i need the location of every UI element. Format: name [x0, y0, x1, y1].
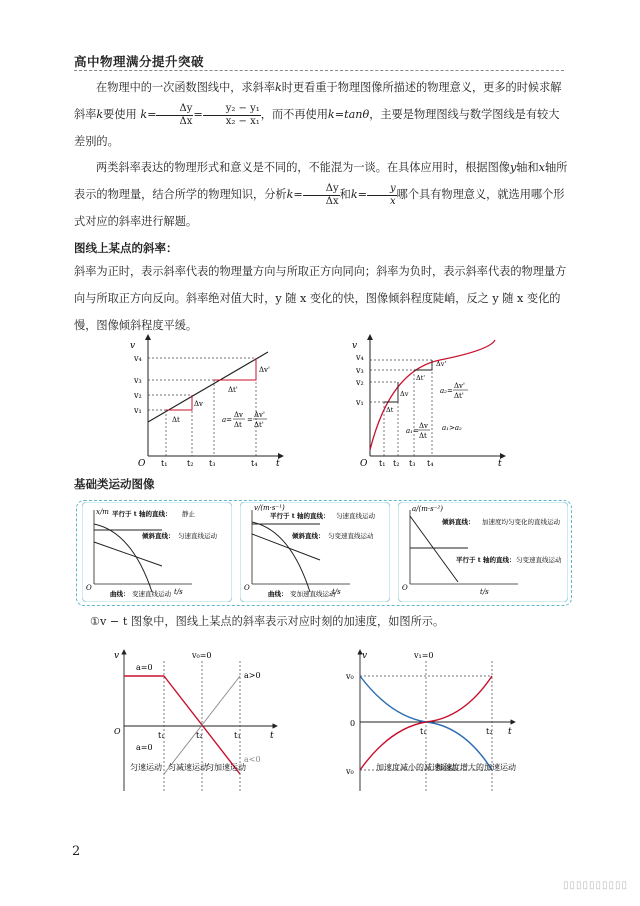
t2-tick: t₂: [196, 731, 203, 740]
text-run: x: [538, 161, 545, 174]
stage-decel: 加速度减小的减速运动: [376, 763, 456, 772]
legend-1-bold: 平行于 t 轴的直线：: [270, 512, 330, 520]
intro-paragraph-2: [74, 154, 568, 235]
neg-v0-tick: v₀: [346, 767, 354, 776]
a-positive: a>0: [244, 671, 261, 680]
section-heading-slope: 图线上某点的斜率：: [74, 241, 178, 255]
t2-tick: t₂: [393, 459, 400, 468]
text-run: ，而不再使用: [260, 108, 328, 121]
fraction: [367, 183, 397, 208]
section1-paragraph: 斜率为正时，表示斜率代表的物理量方向与所取正方向同向；斜率为负时，表示斜率代表的物理量方向与所取正方向反向。斜率绝对值大时，y 随 x 变化的快，图像倾斜程度陡峭，反之 y 随 x 变化的慢，图像倾斜程度平缓。: [74, 265, 567, 332]
stage-accel: 加速度增大的加速运动: [436, 763, 516, 772]
v3-tick: v₃: [356, 366, 364, 375]
x-axis-label: t/s: [480, 588, 489, 596]
a1-label: a₁=: [406, 427, 419, 435]
equals: =: [247, 416, 253, 424]
origin-label: 0: [350, 719, 356, 728]
vt-panel: [240, 502, 390, 602]
frac-num-1: Δv: [419, 422, 429, 430]
text-run: 时更看重于物理图像所描述的物理意义，更多的时候求解斜率: [74, 81, 562, 121]
text-run: k=: [286, 188, 303, 201]
stage-decel: 匀减速运动: [168, 763, 208, 772]
t3-tick: t₃: [209, 459, 216, 468]
legend-2-bold: 倾斜直线：: [292, 532, 325, 540]
text-run: 两类斜率表达的物理形式和意义是不同的，不能混为一谈。在具体应用时，根据图像: [96, 161, 510, 174]
legend-2: 匀速直线运动: [178, 532, 217, 540]
text-run: 轴和: [516, 161, 539, 174]
legend-3-bold: 曲线：: [268, 590, 288, 598]
v1-label: v₁=0: [414, 651, 434, 660]
velocity-curve: [370, 340, 495, 450]
fraction-numerator: Δy: [156, 103, 193, 116]
v0-label: v₀=0: [192, 651, 212, 660]
origin-label: O: [402, 584, 408, 592]
stage-uniform: 匀速运动: [130, 763, 162, 772]
stage-accel: 匀加速运动: [206, 763, 246, 772]
v1-tick: v₁: [134, 406, 142, 415]
v0-tick: v₀: [346, 672, 354, 681]
formula-lhs: k=: [140, 108, 157, 121]
legend-1-bold: 平行于 t 轴的直线：: [112, 510, 172, 518]
y-axis-label: v/(m·s⁻¹): [254, 504, 285, 512]
legend-1: 静止: [182, 510, 195, 518]
y-axis-label: a/(m·s⁻²): [412, 505, 443, 513]
x-axis-label: t/s: [174, 588, 183, 596]
t4-tick: t₄: [251, 459, 258, 468]
watermark: ▯▯▯▯▯▯▯▯▯▯: [562, 880, 628, 891]
t-axis-label: t: [498, 459, 502, 469]
text-run: k: [275, 81, 282, 94]
dv2-label: Δv': [436, 360, 447, 368]
legend-3: 变速直线运动: [132, 590, 171, 598]
text-run: 轴所表示的物理量，结合所学的物理知识，分析: [74, 161, 568, 201]
legend-1: 加速度均匀变化的直线运动: [482, 518, 560, 526]
v2-tick: v₂: [356, 378, 364, 387]
t3-tick: t₃: [234, 731, 241, 740]
v-axis-label: v: [130, 341, 136, 351]
a-negative: a<0: [244, 755, 261, 764]
xt-panel: [82, 502, 232, 602]
section-heading-basic-graphs: 基础类运动图像: [74, 477, 155, 491]
dt2-label: Δt': [228, 386, 238, 394]
legend-2-bold: 平行于 t 轴的直线：: [456, 556, 516, 564]
legend-2: 匀变速直线运动: [328, 532, 374, 540]
v4-tick: v₄: [134, 354, 142, 363]
a0-label: a=0: [136, 663, 153, 672]
v4-tick: v₄: [356, 353, 364, 362]
frac-den-1: Δt: [419, 432, 427, 440]
fraction-denominator: Δx: [325, 195, 339, 207]
t-axis-label: t: [508, 727, 512, 737]
frac-num-2: Δv': [454, 382, 465, 390]
t-axis-label: t: [276, 459, 280, 469]
legend-2: 匀变速直线运动: [516, 556, 562, 564]
slope-triangle-1: [384, 382, 398, 402]
frac-den-2: Δt': [254, 421, 264, 429]
v2-tick: v₂: [134, 391, 142, 400]
text-run: 在物理中的一次函数图线中，求斜率: [96, 81, 276, 94]
page-number: 2: [72, 844, 81, 859]
text-run: k=tanθ: [327, 108, 370, 121]
t-axis-label: t: [270, 731, 274, 741]
fraction-numerator: Δy: [303, 183, 340, 196]
text-run: ，主要是物理图线与数学图线是有较大差别的。: [74, 108, 560, 148]
curved-vt-figure: [350, 330, 510, 470]
text-run: 哪个具有物理意义，就选用哪个形式对应的斜率进行解题。: [74, 188, 565, 228]
legend-2-bold: 倾斜直线：: [142, 532, 175, 540]
v-axis-label: v: [362, 651, 368, 661]
t1-tick: t₁: [158, 731, 165, 740]
legend-1-bold: 倾斜直线：: [442, 518, 475, 526]
t1-tick: t₁: [420, 727, 427, 736]
legend-3: 变加速直线运动: [290, 590, 336, 598]
origin-label: O: [138, 459, 146, 469]
frac-num-2: Δv': [254, 411, 265, 419]
text-run: k: [96, 108, 104, 121]
t3-tick: t₃: [409, 459, 416, 468]
a-label: a=: [222, 416, 233, 424]
dv-label: Δv: [400, 390, 409, 398]
v-axis-label: v: [352, 341, 358, 351]
t2-tick: t₂: [187, 459, 194, 468]
fraction-numerator: y: [367, 183, 397, 196]
legend-3-bold: 曲线：: [110, 590, 130, 598]
frac-num-1: Δv: [234, 411, 244, 419]
frac-den-2: Δt': [454, 392, 464, 400]
a0-label-lower: a=0: [136, 743, 153, 752]
t1-tick: t₁: [379, 459, 386, 468]
v3-tick: v₃: [134, 376, 142, 385]
dt-label: Δt: [172, 416, 180, 424]
x-axis-label: t/s: [332, 588, 341, 596]
text-run: y: [509, 161, 517, 174]
fraction-denominator: Δx: [179, 115, 193, 127]
dv-label: Δv: [194, 400, 204, 408]
header-divider: [74, 70, 564, 71]
nonlinear-vt-figure: [340, 646, 520, 796]
item-1-text: ①v − t 图象中，图线上某点的斜率表示对应时刻的加速度，如图所示。: [90, 615, 445, 628]
legend-1: 匀速直线运动: [336, 512, 375, 520]
comparison-label: a₁>a₂: [442, 424, 462, 432]
slope-triangle-2: [214, 358, 256, 380]
slope-triangle-1: [166, 395, 192, 410]
origin-label: O: [360, 459, 368, 469]
slope-triangle-2: [414, 360, 432, 370]
at-panel: [398, 502, 568, 602]
y-axis-label: x/m: [96, 508, 109, 516]
fraction: [303, 183, 340, 208]
fraction-numerator: y₂ − y₁: [203, 103, 261, 116]
dt2-label: Δt': [416, 374, 426, 382]
frac-den-1: Δt: [234, 421, 242, 429]
text-run: 和: [339, 188, 351, 201]
fraction-denominator: x: [389, 195, 396, 207]
origin-label: O: [114, 727, 121, 736]
text-run: k=: [350, 188, 367, 201]
dt-label: Δt: [386, 406, 394, 414]
fraction-denominator: x₂ − x₁: [225, 115, 260, 127]
origin-label: O: [86, 584, 92, 592]
t1-tick: t₁: [161, 459, 168, 468]
t2-tick: t₂: [486, 727, 493, 736]
origin-label: O: [244, 584, 250, 592]
running-header: 高中物理满分提升突破: [74, 54, 205, 69]
text-run: 要使用: [103, 108, 137, 121]
linear-vt-figure: [128, 330, 288, 470]
v1-tick: v₁: [356, 398, 364, 407]
fraction: [156, 103, 193, 128]
piecewise-vt-figure: [112, 646, 282, 796]
dv2-label: Δv': [259, 366, 270, 374]
t4-tick: t₄: [427, 459, 434, 468]
v-axis-label: v: [114, 651, 120, 661]
a2-label: a₂=: [440, 387, 453, 395]
fraction: [203, 103, 261, 128]
intro-paragraph-1: 在物理中的一次函数图线中，求斜率k时更看重于物理图像所描述的物理意义，更多的时候求解斜率k要使用 k= $\frac{\Delta y}{\Delta x}$ = $\frac{\text{y₂ − y₁}}{\text{x₂ − x₁}}$ ，而不再使用k=tanθ，主要是物理图线与数学图线是有较大差别的。: [74, 81, 562, 148]
